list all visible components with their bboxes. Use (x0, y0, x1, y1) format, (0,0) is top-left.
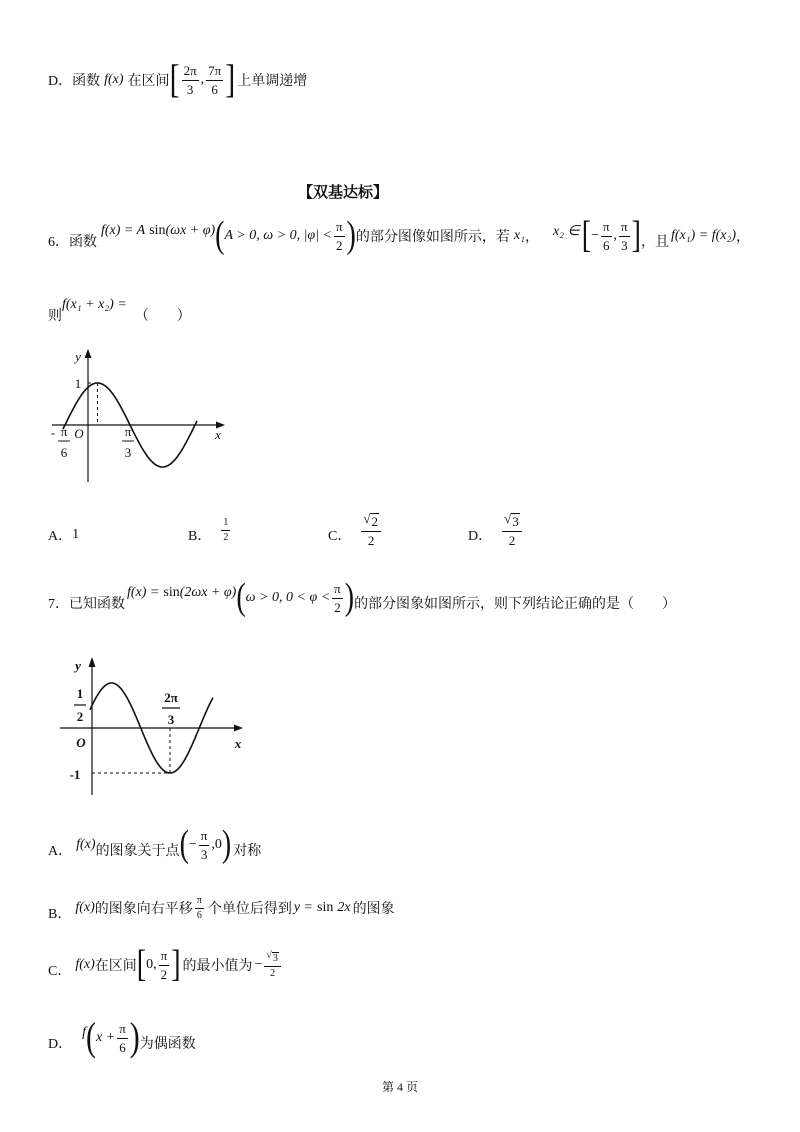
right-paren: ) (346, 214, 356, 257)
q7-option-c (48, 943, 283, 987)
minus-sign: − (254, 957, 263, 972)
function-symbol: f(x) (75, 957, 95, 972)
radicand: 3 (272, 953, 278, 964)
conditions-text: A > 0, ω > 0, |φ| < (224, 228, 332, 243)
separator: ， (524, 230, 539, 245)
fraction (221, 517, 230, 544)
fraction (195, 895, 204, 922)
right-bracket: ] (631, 214, 641, 257)
denominator: 2 (367, 533, 375, 548)
numerator: π (334, 219, 345, 237)
stem-text: 的部分图像如图所示，若 (355, 230, 510, 245)
y-axis-label: y (75, 658, 81, 673)
stem-text: ，且 (640, 235, 669, 250)
sin-operator: sin (149, 223, 166, 238)
numerator: π (619, 219, 630, 237)
interval-start: 0, (146, 957, 157, 972)
option-label: A． (48, 529, 73, 544)
numerator: 7π (206, 63, 223, 81)
numerator: π (159, 948, 170, 966)
numerator: 2π (182, 63, 199, 81)
denominator: 2 (334, 599, 341, 615)
origin-label: O (74, 426, 84, 441)
denominator: 2 (270, 968, 276, 979)
fraction (182, 63, 199, 97)
option-text: 个单位后得到 (207, 902, 292, 917)
option-value: 1 (72, 527, 80, 542)
q6-option-a (48, 510, 79, 550)
function-formula (127, 585, 236, 601)
q6-option-c (328, 510, 383, 550)
left-bracket: [ (169, 57, 180, 102)
right-bracket: ] (171, 943, 181, 986)
y-axis-label: y (75, 349, 81, 364)
option-text: 为偶函数 (139, 1037, 196, 1052)
equation-rhs: 2x (337, 900, 351, 915)
answer-blank: （ ） (134, 309, 191, 324)
function-formula (101, 223, 215, 239)
function-symbol: f(x) (76, 837, 96, 852)
radical-sign: √ (266, 950, 272, 961)
formula-argument: (2ωx + φ) (179, 585, 237, 600)
equation: f(x₁) = f(x₂) (670, 228, 736, 243)
denominator: 2 (508, 533, 516, 548)
formula-argument: (ωx + φ) (165, 223, 216, 238)
section-title: 【双基达标】 (298, 184, 389, 201)
comma: , (200, 72, 205, 87)
fraction (332, 581, 343, 615)
q6-graph (40, 340, 240, 490)
comma: , (613, 228, 618, 243)
x-axis-label: x (215, 427, 221, 442)
minus-sign: − (591, 228, 599, 243)
numerator: π (195, 895, 204, 909)
stem-text: ， (736, 230, 750, 245)
option-text: 的图象关于点 (95, 844, 180, 859)
q7-graph (50, 650, 260, 800)
function-symbol: f(x) (104, 72, 124, 87)
left-paren: ( (86, 1015, 97, 1060)
fraction (502, 511, 522, 548)
option-label: D． (48, 74, 73, 89)
numerator: 1 (221, 517, 230, 531)
option-label: D． (48, 1037, 73, 1052)
denominator: 6 (119, 1039, 126, 1055)
denominator: 6 (196, 909, 202, 921)
y-axis-arrow (85, 349, 92, 358)
numerator (361, 511, 381, 532)
function-symbol: f (82, 1025, 87, 1040)
denominator: 2 (223, 531, 229, 543)
left-paren: ( (236, 576, 246, 619)
fraction (159, 948, 170, 982)
fraction (361, 511, 381, 548)
left-paren: ( (215, 214, 225, 257)
formula-lhs: f(x) = (127, 585, 160, 600)
numerator: π (332, 581, 343, 599)
conditions-text: ω > 0, 0 < φ < (245, 590, 331, 605)
y-axis-arrow (89, 657, 96, 667)
fraction (199, 828, 210, 862)
half-numerator: 1 (76, 686, 84, 701)
option-text: 的图象 (352, 902, 395, 917)
numerator (264, 950, 281, 967)
sin-operator: sin (317, 900, 334, 915)
negative-sign: - (50, 425, 56, 440)
square-root (266, 950, 279, 965)
variable-x1: x₁ (513, 228, 525, 243)
radicand: 3 (512, 514, 519, 530)
variable-x2: x₂ ∈ (552, 223, 580, 239)
q6-stem (48, 212, 750, 260)
fraction (601, 219, 612, 253)
radicand: 2 (371, 514, 378, 530)
tick-denominator: 3 (167, 712, 175, 727)
fraction (117, 1021, 128, 1055)
left-paren: ( (179, 823, 189, 866)
stem-text: 已知函数 (69, 597, 125, 612)
x-axis-label: x (234, 736, 242, 751)
denominator: 3 (200, 846, 208, 862)
formula-lhs: f(x) = A (101, 223, 146, 238)
max-value-label: 1 (74, 376, 82, 391)
right-paren: ) (221, 823, 232, 866)
option-text: 的图象向右平移 (94, 902, 193, 917)
q7-option-a (48, 822, 261, 868)
option-text: 的最小值为 (182, 959, 253, 974)
stem-text: 则 (48, 309, 62, 324)
fraction (334, 219, 345, 253)
tick-denominator: 3 (124, 445, 132, 460)
shifted-function (82, 1015, 140, 1060)
equation-lhs: y = (293, 900, 314, 915)
argument: x + (96, 1030, 116, 1045)
fraction (619, 219, 630, 253)
square-root (504, 511, 520, 530)
square-root (363, 511, 379, 530)
right-bracket: ] (225, 57, 236, 102)
origin-label: O (76, 735, 86, 750)
denominator: 2 (335, 237, 343, 253)
option-text: 在区间 (94, 959, 137, 974)
minus-sign: − (188, 837, 197, 852)
option-label: A． (48, 844, 73, 859)
denominator: 6 (603, 237, 610, 253)
numerator: π (117, 1021, 128, 1039)
min-value-label: -1 (69, 767, 81, 782)
coordinate-rest: ,0 (211, 837, 222, 852)
option-label: C． (328, 529, 352, 544)
option-text: 对称 (233, 844, 262, 859)
point-coordinates (179, 823, 232, 866)
option-text: 在区间 (127, 74, 170, 89)
sin-operator: sin (163, 585, 180, 600)
denominator: 3 (186, 81, 194, 97)
tick-numerator: 2π (164, 690, 178, 705)
denominator: 2 (160, 966, 168, 982)
question-number: 6． (48, 235, 69, 250)
numerator (502, 511, 522, 532)
q7-option-d (48, 1014, 196, 1062)
half-denominator: 2 (76, 709, 84, 724)
numerator: π (601, 219, 612, 237)
right-paren: ) (344, 576, 355, 619)
radical-sign: √ (363, 511, 371, 527)
fraction (206, 63, 223, 97)
right-paren: ) (129, 1015, 140, 1060)
expression: f(x₁ + x₂) = (62, 297, 127, 312)
denominator: 3 (621, 237, 628, 253)
stem-text: 的部分图象如图所示，则下列结论正确的是（ ） (354, 597, 677, 612)
tick-numerator: π (124, 424, 132, 439)
page-footer: 第 4 页 (381, 1080, 418, 1094)
q7-option-b (48, 890, 395, 926)
prev-option-d (48, 50, 307, 110)
function-symbol: f(x) (75, 900, 95, 915)
fraction (264, 950, 281, 980)
interval (136, 943, 181, 986)
tick-denominator: 6 (60, 445, 68, 460)
left-bracket: [ (581, 214, 592, 257)
option-label: B． (48, 907, 72, 922)
q7-stem (48, 576, 676, 620)
left-bracket: [ (136, 943, 147, 986)
radical-sign: √ (504, 511, 512, 527)
option-text: 函数 (72, 74, 101, 89)
option-label: B． (188, 529, 212, 544)
option-label: C． (48, 964, 72, 979)
interval (581, 214, 641, 257)
option-text: 上单调递增 (237, 74, 308, 89)
q6-stem-line2 (48, 295, 191, 325)
parameter-conditions (236, 576, 355, 619)
parameter-conditions (215, 214, 356, 257)
stem-text: 函数 (69, 235, 97, 250)
numerator: π (199, 828, 210, 846)
question-number: 7． (48, 597, 69, 612)
tick-numerator: π (60, 424, 68, 439)
q6-option-d (468, 510, 524, 550)
x-axis-arrow (234, 725, 243, 732)
option-label: D． (468, 529, 493, 544)
q6-option-b (188, 510, 232, 550)
denominator: 6 (211, 81, 218, 97)
